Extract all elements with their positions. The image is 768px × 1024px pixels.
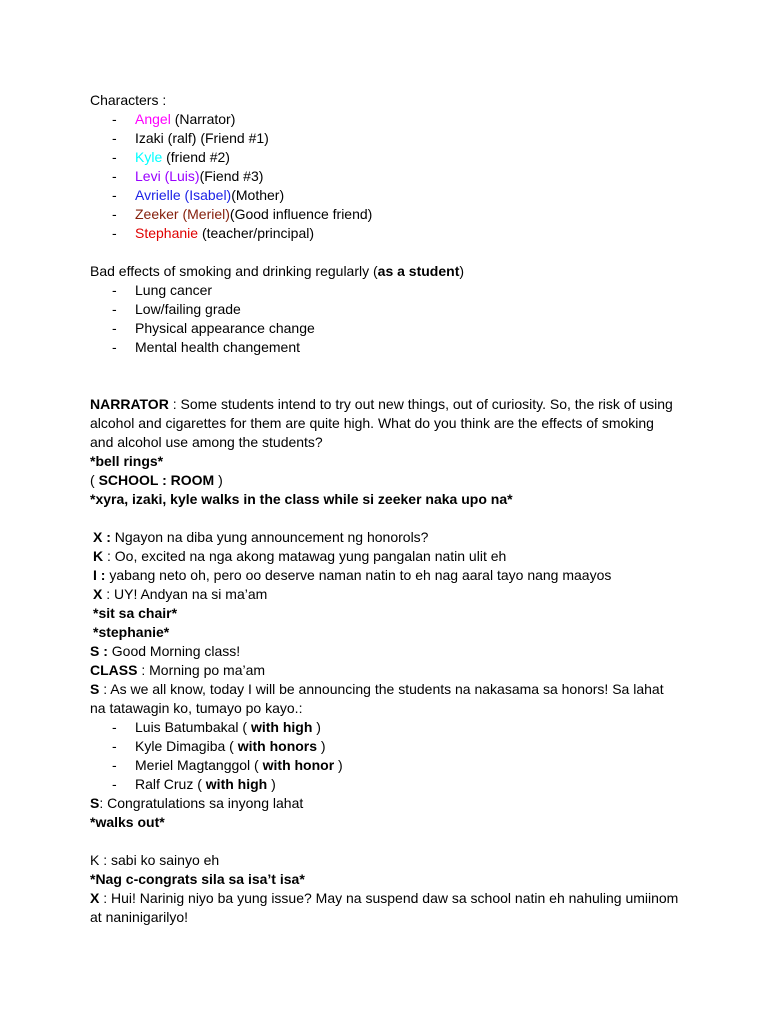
list-dash: - — [112, 130, 117, 146]
effect-text: Lung cancer — [135, 282, 213, 298]
speaker-label: S — [90, 681, 100, 697]
character-item — [90, 167, 690, 186]
character-name: Angel — [135, 111, 171, 127]
list-dash: - — [112, 719, 117, 735]
dialogue-line: K : sabi ko sainyo eh — [90, 852, 220, 868]
document-page — [90, 91, 690, 927]
character-name: Kyle — [135, 149, 163, 165]
list-dash: - — [112, 757, 117, 773]
speaker-label: K — [93, 548, 104, 564]
honor-close: ) — [312, 719, 321, 735]
list-dash: - — [112, 168, 117, 184]
spacer — [90, 243, 690, 262]
list-dash: - — [112, 339, 117, 355]
honor-award: with honors — [237, 738, 318, 754]
spacer — [90, 357, 690, 395]
honor-close: ) — [334, 757, 343, 773]
character-name: Zeeker (Meriel) — [135, 206, 230, 222]
dialogue-line — [90, 528, 690, 547]
dialogue-text: Ngayon na diba yung announcement ng honorols? — [110, 529, 429, 545]
character-role: (Mother) — [231, 187, 285, 203]
list-dash: - — [112, 206, 117, 222]
honor-award: with honor — [262, 757, 335, 773]
list-dash: - — [112, 301, 117, 317]
dialogue-text: : UY! Andyan na si ma’am — [102, 586, 268, 602]
effect-text: Mental health changement — [135, 339, 300, 355]
effects-heading-close: ) — [459, 263, 465, 279]
speaker-label: S : — [90, 643, 108, 659]
dialogue-line — [90, 794, 690, 813]
dialogue-line — [90, 661, 690, 680]
effect-text: Low/failing grade — [135, 301, 241, 317]
honor-close: ) — [267, 776, 276, 792]
effect-text: Physical appearance change — [135, 320, 315, 336]
stage-direction: *bell rings* — [90, 453, 164, 469]
effect-item — [90, 319, 690, 338]
list-dash: - — [112, 187, 117, 203]
stage-direction: *walks out* — [90, 814, 165, 830]
spacer — [90, 832, 690, 851]
effects-heading-emphasis: as a student — [377, 263, 460, 279]
dialogue-text: : Some students intend to try out new things, out of curiosity. So, the risk of using alcohol and cigarettes for them are quite high. What do you think are the effects of smoking and alcohol use among the students? — [90, 396, 673, 450]
list-dash: - — [112, 111, 117, 127]
speaker-label: CLASS — [90, 662, 138, 678]
narrator-paragraph — [90, 395, 680, 452]
honor-item — [90, 756, 690, 775]
character-role: (Fiend #3) — [199, 168, 264, 184]
character-item — [90, 148, 690, 167]
dialogue-line — [90, 889, 680, 927]
character-item — [90, 205, 690, 224]
honoree-name: Meriel Magtanggol ( — [135, 757, 263, 773]
stage-direction: *Nag c-congrats sila sa isa’t isa* — [90, 871, 305, 887]
stage-direction: *sit sa chair* — [93, 605, 178, 621]
dialogue-text: : Morning po ma’am — [137, 662, 266, 678]
stage-direction: *xyra, izaki, kyle walks in the class while si zeeker naka upo na* — [90, 491, 513, 507]
characters-heading: Characters : — [90, 92, 167, 108]
characters-list — [90, 110, 690, 243]
honoree-name: Ralf Cruz ( — [135, 776, 206, 792]
effect-item — [90, 281, 690, 300]
honor-item — [90, 775, 690, 794]
honor-item — [90, 718, 690, 737]
character-role: (Good influence friend) — [229, 206, 373, 222]
scene-name: SCHOOL : ROOM — [98, 472, 215, 488]
honor-item — [90, 737, 690, 756]
character-name: Stephanie — [135, 225, 199, 241]
character-role: (teacher/principal) — [198, 225, 314, 241]
dialogue-line — [90, 642, 690, 661]
honoree-name: Kyle Dimagiba ( — [135, 738, 238, 754]
character-name: Levi (Luis) — [135, 168, 200, 184]
dialogue-text: : Congratulations sa inyong lahat — [99, 795, 304, 811]
character-item — [90, 186, 690, 205]
list-dash: - — [112, 320, 117, 336]
scene-open: ( — [90, 472, 99, 488]
dialogue-text: Good Morning class! — [107, 643, 241, 659]
honors-list — [90, 718, 690, 794]
effects-heading — [90, 262, 690, 281]
honoree-name: Luis Batumbakal ( — [135, 719, 251, 735]
scene-heading — [90, 471, 690, 490]
dialogue-line — [90, 585, 690, 604]
character-name: Izaki (ralf) (Friend #1) — [135, 130, 269, 146]
spacer — [90, 509, 690, 528]
list-dash: - — [112, 776, 117, 792]
character-item — [90, 224, 690, 243]
scene-close: ) — [214, 472, 223, 488]
list-dash: - — [112, 225, 117, 241]
honor-award: with high — [250, 719, 313, 735]
list-dash: - — [112, 282, 117, 298]
list-dash: - — [112, 738, 117, 754]
speaker-label: NARRATOR — [90, 396, 169, 412]
speaker-label: X : — [93, 529, 111, 545]
character-item — [90, 129, 690, 148]
effect-item — [90, 300, 690, 319]
character-item — [90, 110, 690, 129]
stage-direction: *stephanie* — [93, 624, 170, 640]
effect-item — [90, 338, 690, 357]
speaker-label: S — [90, 795, 100, 811]
speaker-label: I : — [93, 567, 106, 583]
effects-list — [90, 281, 690, 357]
honor-close: ) — [317, 738, 326, 754]
dialogue-text: : Hui! Narinig niyo ba yung issue? May na suspend daw sa school natin eh nahuling umiinom at naninigarilyo! — [90, 890, 679, 925]
dialogue-line — [90, 680, 682, 718]
honor-award: with high — [205, 776, 268, 792]
dialogue-line — [90, 547, 690, 566]
character-role: (Narrator) — [170, 111, 236, 127]
speaker-label: X — [93, 586, 103, 602]
dialogue-text: : As we all know, today I will be announcing the students na nakasama sa honors! Sa lahat na tatawagin ko, tumayo po kayo.: — [90, 681, 664, 716]
character-role: (friend #2) — [162, 149, 230, 165]
speaker-label: X — [90, 890, 100, 906]
dialogue-text: : Oo, excited na nga akong matawag yung pangalan natin ulit eh — [103, 548, 507, 564]
dialogue-line — [90, 566, 690, 585]
dialogue-text: yabang neto oh, pero oo deserve naman natin to eh nag aaral tayo nang maayos — [105, 567, 612, 583]
list-dash: - — [112, 149, 117, 165]
effects-heading-text: Bad effects of smoking and drinking regularly ( — [90, 263, 378, 279]
character-name: Avrielle (Isabel) — [135, 187, 232, 203]
